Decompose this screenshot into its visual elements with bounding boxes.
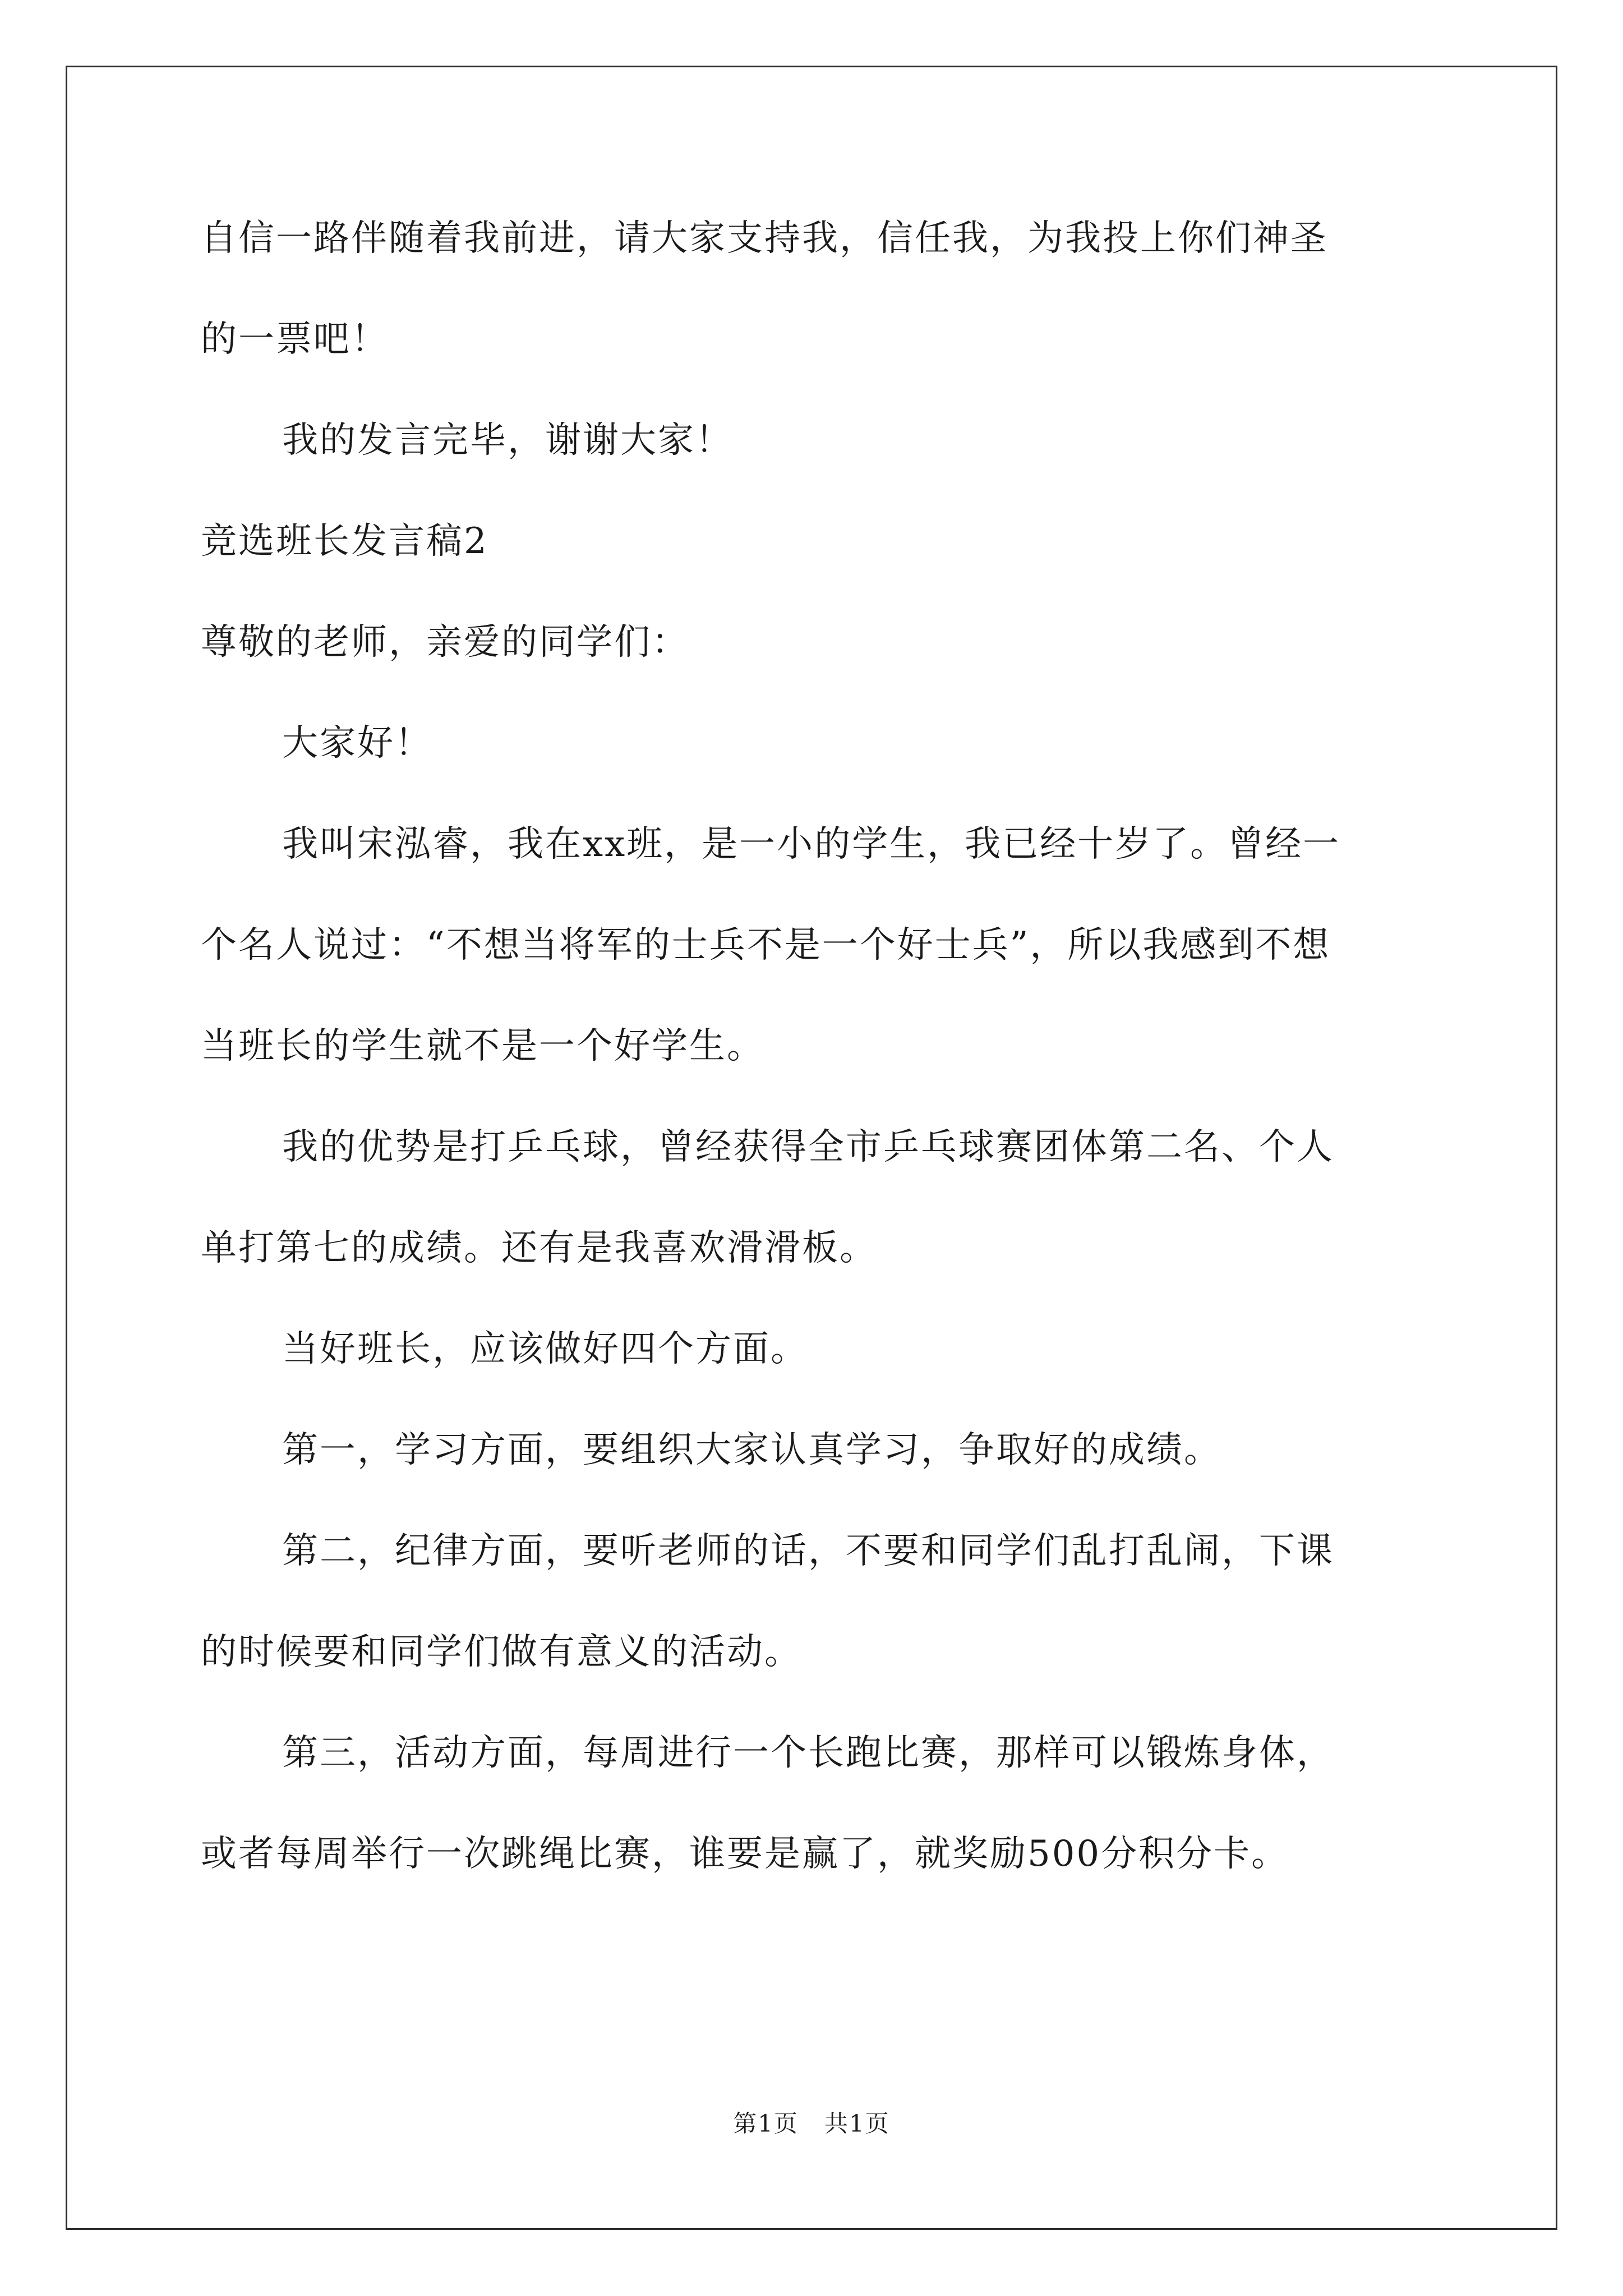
line-spacer xyxy=(201,970,1423,1021)
line-spacer xyxy=(201,365,1423,415)
line-spacer xyxy=(201,1071,1423,1122)
text-line: 或者每周举行一次跳绳比赛，谁要是赢了，就奖励500分积分卡。 xyxy=(201,1833,1289,1875)
line-spacer xyxy=(201,1475,1423,1526)
line-spacer xyxy=(201,466,1423,516)
text-line: 的时候要和同学们做有意义的活动。 xyxy=(201,1631,802,1673)
text-line: 我的发言完毕，谢谢大家！ xyxy=(282,420,733,461)
line-spacer xyxy=(201,869,1423,920)
line-spacer xyxy=(201,769,1423,819)
line-spacer xyxy=(201,264,1423,314)
line-spacer xyxy=(201,1778,1423,1829)
line-spacer xyxy=(201,1677,1423,1728)
text-line: 当班长的学生就不是一个好学生。 xyxy=(201,1025,764,1067)
text-line: 第二，纪律方面，要听老师的话，不要和同学们乱打乱闹，下课 xyxy=(282,1530,1334,1572)
text-line: 第一，学习方面，要组织大家认真学习，争取好的成绩。 xyxy=(282,1429,1221,1471)
line-spacer xyxy=(201,1273,1423,1324)
line-spacer xyxy=(201,567,1423,617)
page-footer: 第1页 共1页 xyxy=(733,2110,890,2137)
text-line: 大家好！ xyxy=(282,723,432,764)
text-line: 自信一路伴随着我前进，请大家支持我，信任我，为我投上你们神圣 xyxy=(201,218,1328,259)
text-line: 的一票吧！ xyxy=(201,319,389,360)
line-spacer xyxy=(201,1374,1423,1425)
text-line: 竞选班长发言稿2 xyxy=(201,521,488,562)
text-line: 我的优势是打乒乓球，曾经获得全市乒乓球赛团体第二名、个人 xyxy=(282,1126,1334,1168)
text-line: 尊敬的老师，亲爱的同学们： xyxy=(201,622,689,663)
text-line: 当好班长，应该做好四个方面。 xyxy=(282,1328,808,1370)
line-spacer xyxy=(201,668,1423,718)
line-spacer xyxy=(201,1172,1423,1223)
line-spacer xyxy=(201,1576,1423,1627)
text-line: 我叫宋泓睿，我在xx班，是一小的学生，我已经十岁了。曾经一 xyxy=(282,823,1341,865)
text-line: 个名人说过：“不想当将军的士兵不是一个好士兵”，所以我感到不想 xyxy=(201,924,1331,966)
text-line: 单打第七的成绩。还有是我喜欢滑滑板。 xyxy=(201,1227,877,1269)
document-body xyxy=(201,213,1423,1879)
text-line: 第三，活动方面，每周进行一个长跑比赛，那样可以锻炼身体， xyxy=(282,1732,1334,1774)
